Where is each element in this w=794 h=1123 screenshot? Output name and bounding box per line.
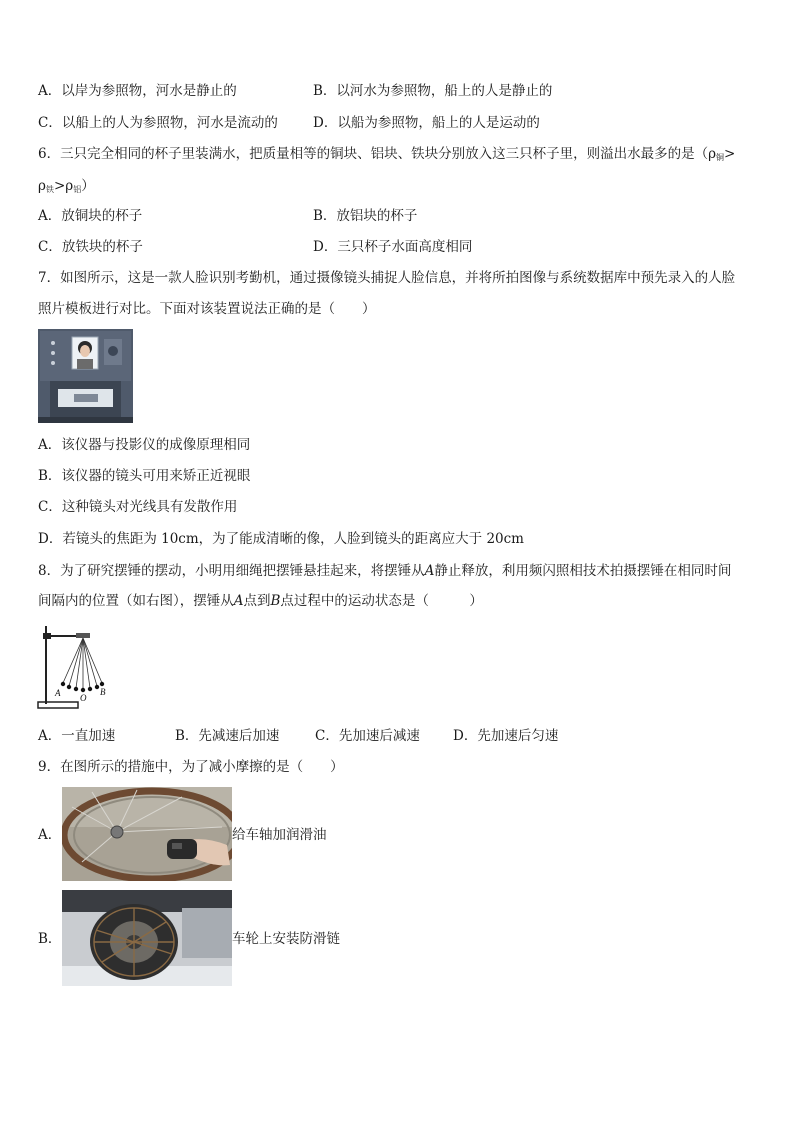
q9-option-b-caption: 车轮上安装防滑链: [232, 931, 340, 947]
q9-option-a-prefix: A．: [38, 827, 62, 843]
pendulum-label-a: A: [55, 688, 61, 698]
q7-option-d: D．若镜头的焦距为 10cm，为了能成清晰的像，人脸到镜头的距离应大于 20cm: [38, 531, 524, 547]
q6-option-c: C．放铁块的杯子: [38, 239, 143, 255]
q9-stem: 9．在图所示的措施中，为了减小摩擦的是（ ）: [38, 759, 344, 775]
q8-option-b: B．先减速后加速: [175, 728, 280, 744]
pendulum-label-o: O: [80, 693, 87, 703]
q6-option-a: A．放铜块的杯子: [38, 208, 143, 224]
q5-option-d: D．以船为参照物，船上的人是运动的: [313, 115, 540, 131]
pendulum-label-b: B: [100, 687, 106, 697]
q9-option-b-prefix: B．: [38, 931, 62, 947]
q7-option-c: C．这种镜头对光线具有发散作用: [38, 499, 238, 515]
bicycle-axle-lubricant-photo: [62, 787, 232, 881]
q9-option-a-caption: 给车轴加润滑油: [232, 827, 327, 843]
q8-stem-line1: 8．为了研究摆锤的摆动，小明用细绳把摆锤悬挂起来，将摆锤从A静止释放，利用频闪照相技术拍摄摆锤在相同时间: [38, 563, 732, 579]
q6-option-d: D．三只杯子水面高度相同: [313, 239, 473, 255]
q6-stem-line2: $\rho_铁>\rho_铝$）: [38, 178, 95, 194]
q7-option-a: A．该仪器与投影仪的成像原理相同: [38, 437, 251, 453]
q7-stem-line1: 7．如图所示，这是一款人脸识别考勤机，通过摄像镜头捕捉人脸信息，并将所拍图像与系统数据库中预先录入的人脸: [38, 270, 736, 286]
q5-option-c: C．以船上的人为参照物，河水是流动的: [38, 115, 278, 131]
q8-option-a: A．一直加速: [38, 728, 116, 744]
q6-option-b: B．放铝块的杯子: [313, 208, 418, 224]
tire-snow-chain-photo: [62, 890, 232, 986]
q7-option-b: B．该仪器的镜头可用来矫正近视眼: [38, 468, 251, 484]
q8-option-c: C．先加速后减速: [315, 728, 420, 744]
q8-option-d: D．先加速后匀速: [453, 728, 559, 744]
face-recognition-device-figure: [38, 329, 133, 423]
q8-stem-line2: 间隔内的位置（如右图），摆锤从A点到B点过程中的运动状态是（ ）: [38, 593, 483, 609]
q5-option-b: B．以河水为参照物，船上的人是静止的: [313, 83, 553, 99]
q7-stem-line2: 照片模板进行对比。下面对该装置说法正确的是（ ）: [38, 301, 376, 317]
pendulum-strobe-figure: [36, 624, 116, 712]
q5-option-a: A．以岸为参照物，河水是静止的: [38, 83, 237, 99]
q6-stem-line1: 6．三只完全相同的杯子里装满水，把质量相等的铜块、铝块、铁块分别放入这三只杯子里，则溢出水最多的是（$\rho_铜>$: [38, 146, 736, 162]
